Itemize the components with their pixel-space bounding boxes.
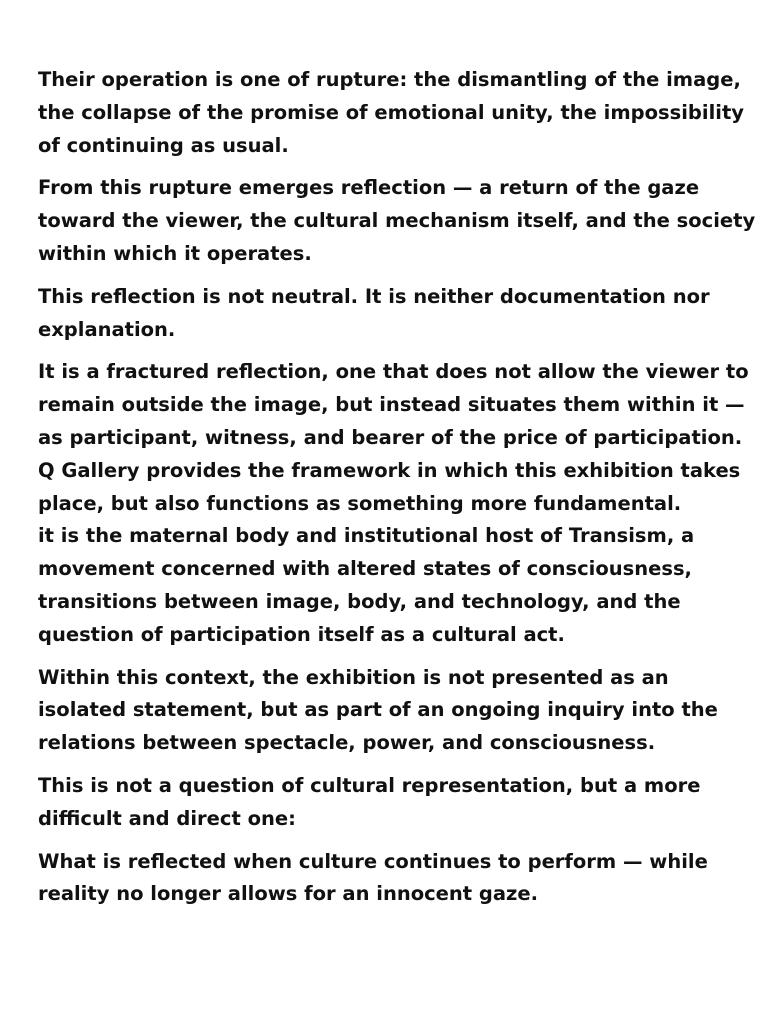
paragraph-rupture — [38, 64, 744, 162]
paragraph-reflection — [38, 172, 756, 270]
text-line: the collapse of the promise of emotional unity, the impossibility — [38, 100, 744, 124]
text-line: of continuing as usual. — [38, 133, 289, 157]
paragraph-context — [38, 662, 738, 760]
document-body — [38, 64, 756, 921]
text-line: remain outside the image, but instead situates them within it — — [38, 393, 745, 417]
text-line: relations between spectacle, power, and consciousness. — [38, 731, 656, 755]
paragraph-transism — [38, 520, 738, 651]
text-line: transitions between image, body, and technology, and the — [38, 589, 681, 613]
paragraph-q-gallery — [38, 455, 741, 521]
paragraph-closing — [38, 846, 738, 912]
text-line: This reflection is not neutral. It is neither documentation nor — [38, 284, 710, 308]
text-line: Within this context, the exhibition is not presented as an — [38, 665, 669, 689]
text-line: This is not a question of cultural representation, but a more — [38, 773, 701, 797]
text-line: within which it operates. — [38, 241, 312, 265]
text-line: it is the maternal body and institutional host of Transism, a — [38, 524, 695, 548]
text-line: isolated statement, but as part of an ongoing inquiry into the — [38, 698, 718, 722]
text-line: question of participation itself as a cultural act. — [38, 622, 565, 646]
text-line: reality no longer allows for an innocent gaze. — [38, 882, 538, 906]
text-line: toward the viewer, the cultural mechanism itself, and the society — [38, 209, 756, 233]
text-line: From this rupture emerges reflection — a return of the gaze — [38, 176, 700, 200]
text-line: Q Gallery provides the framework in which this exhibition takes — [38, 458, 741, 482]
paragraph-question — [38, 770, 738, 836]
text-line: Their operation is one of rupture: the dismantling of the image, — [38, 68, 741, 91]
text-line: movement concerned with altered states of consciousness, — [38, 557, 692, 581]
text-line: as participant, witness, and bearer of the price of participation. — [38, 425, 743, 449]
paragraph-fractured-reflection — [38, 356, 749, 454]
text-line: It is a fractured reflection, one that does not allow the viewer to — [38, 360, 749, 384]
text-line: difficult and direct one: — [38, 806, 296, 830]
text-line: What is reflected when culture continues to perform — while — [38, 849, 708, 873]
text-line: explanation. — [38, 317, 176, 341]
text-line: place, but also functions as something more fundamental. — [38, 491, 682, 515]
paragraph-not-neutral — [38, 281, 738, 347]
